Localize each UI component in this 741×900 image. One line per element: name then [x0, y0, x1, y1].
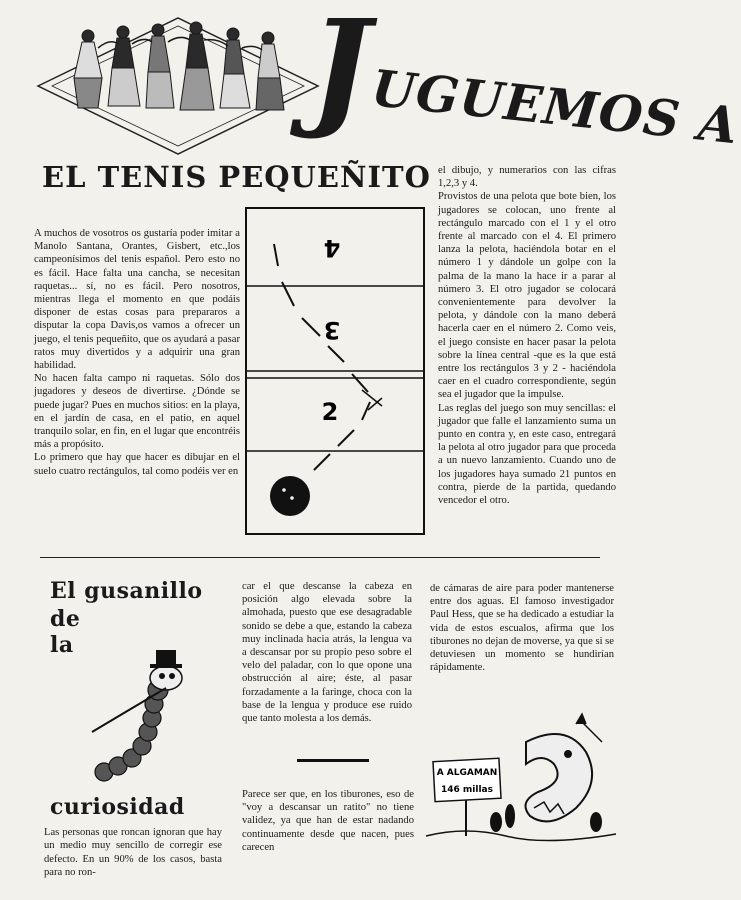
shark-sign-line-1: A ALGAMAN — [436, 768, 498, 778]
paragraph: A muchos de vosotros os gustaría poder imitar a Manolo Santana, Orantes, Gisbert, etc.,los campeonísimos del tenis español. Pero esto no es fácil. Hace falta una cancha, se necesitan raquetas... sí, no es fácil. Pero nosotros, mientras llega el momento en que podáis disponer de estas cosas para prepararos a disputar la copa Davis,os vamos a ofrecer un juego, el tenis pequeñito, que os ayudará a pasar ratos muy divertidos y a adquirir una gran habilidad. — [34, 228, 240, 372]
ball-icon — [270, 476, 310, 516]
curiosity-column-2b: Parece ser que, en los tiburones, eso de "voy a descansar un ratito" no tiene validez, ya que han de estar nadando continuamente desde que nacen, pues carecen — [242, 789, 414, 853]
curiosity-column-1: Las personas que roncan ignoran que hay un medio muy sencillo de corregir ese defecto. En un 90% de los casos, basta para no ron- — [44, 827, 222, 879]
paragraph: Las reglas del juego son muy sencillas: el jugador que falle el lanzamiento suma un punto en contra y, en este caso, entregará la pelota al otro jugador para que proceda a un nuevo lanzamiento. Cuando uno de los jugadores haya sumado 21 puntos en contra, pierde de la partida, quedando vencedor el otro. — [438, 402, 616, 507]
article-title: EL TENIS PEQUEÑITO — [42, 160, 431, 194]
article-right-column — [438, 164, 616, 507]
court-number-4: 4 — [323, 234, 341, 262]
curiosity-title-line-2: de — [50, 606, 81, 632]
curiosity-title-line-3: la — [50, 632, 74, 658]
court-number-3: 3 — [323, 316, 341, 344]
article-left-column — [34, 227, 240, 478]
curiosity-column-3: de cámaras de aire para poder mantenerse entre dos aguas. El famoso investigador Paul Hess, que se ha dedicado a estudiar la vida de estos escualos, afirma que los tiburones no dejan de moverse, ya que si se detuviesen un momento se hundirían rápidamente. — [430, 583, 614, 674]
shark-illustration — [426, 712, 616, 852]
section-title-initial: J — [310, 0, 371, 143]
section-title-rest: UGUEMOS A — [368, 58, 741, 156]
section-title — [310, 0, 741, 156]
section-divider — [40, 557, 600, 558]
curiosity-column-2: car el que descanse la cabeza en posición algo elevada sobre la almohada, puesto que ese desagradable sonido se debe a que, estando la cabeza muy inclinada hacia atrás, la lengua va a descansar por su propio peso sobre el velo del paladar, con lo que opone una obstrucción al aire; éste, al pasar forzadamente a la faringe, choca con la base de la lengua y produce ese ruido que tanto molesta a los demás. — [242, 581, 412, 725]
curiosity-title-line-4: curiosidad — [50, 794, 185, 820]
court-number-2: 2 — [321, 398, 339, 426]
paragraph: No hacen falta campo ni raquetas. Sólo dos jugadores y deseos de divertirse. ¿Dónde se puede jugar? Pues en muchos sitios: en la playa, en el jardín de casa, en el patio, en aquel tranquilo solar, en fin, en el lugar que encontréis más a propósito. — [34, 373, 240, 451]
caterpillar-illustration — [82, 648, 222, 788]
court-diagram — [244, 206, 426, 536]
paragraph: Provistos de una pelota que bote bien, los jugadores se colocan, uno frente al rectángulo marcado con el 1 y el otro frente al marcado con el 4. El primero lanza la pelota, haciéndola botar en el número 1 y dándole un golpe con la palma de la mano la hace ir a parar al número 3. El otro jugador se colocará convenientemente para devolver la pelota, y dándole con la mano deberá hacerla caer en el número 2. Como veis, el juego consiste en hacer pasar la pelota sobre la línea central -que es la que está entre los rectángulos 3 y 2 - haciéndola caer en el cuadro correspondiente, según sea el jugador que la impulse. — [438, 191, 616, 401]
dancers-illustration — [28, 8, 328, 158]
paragraph: el dibujo, y numerarios con las cifras 1,2,3 y 4. — [438, 165, 616, 190]
paragraph: Lo primero que hay que hacer es dibujar en el suelo cuatro rectángulos, tal como podéis ver en — [34, 452, 240, 477]
shark-sign-line-2: 146 millas — [441, 785, 493, 795]
short-rule — [297, 759, 369, 762]
curiosity-title-line-1: El gusanillo — [50, 578, 203, 604]
